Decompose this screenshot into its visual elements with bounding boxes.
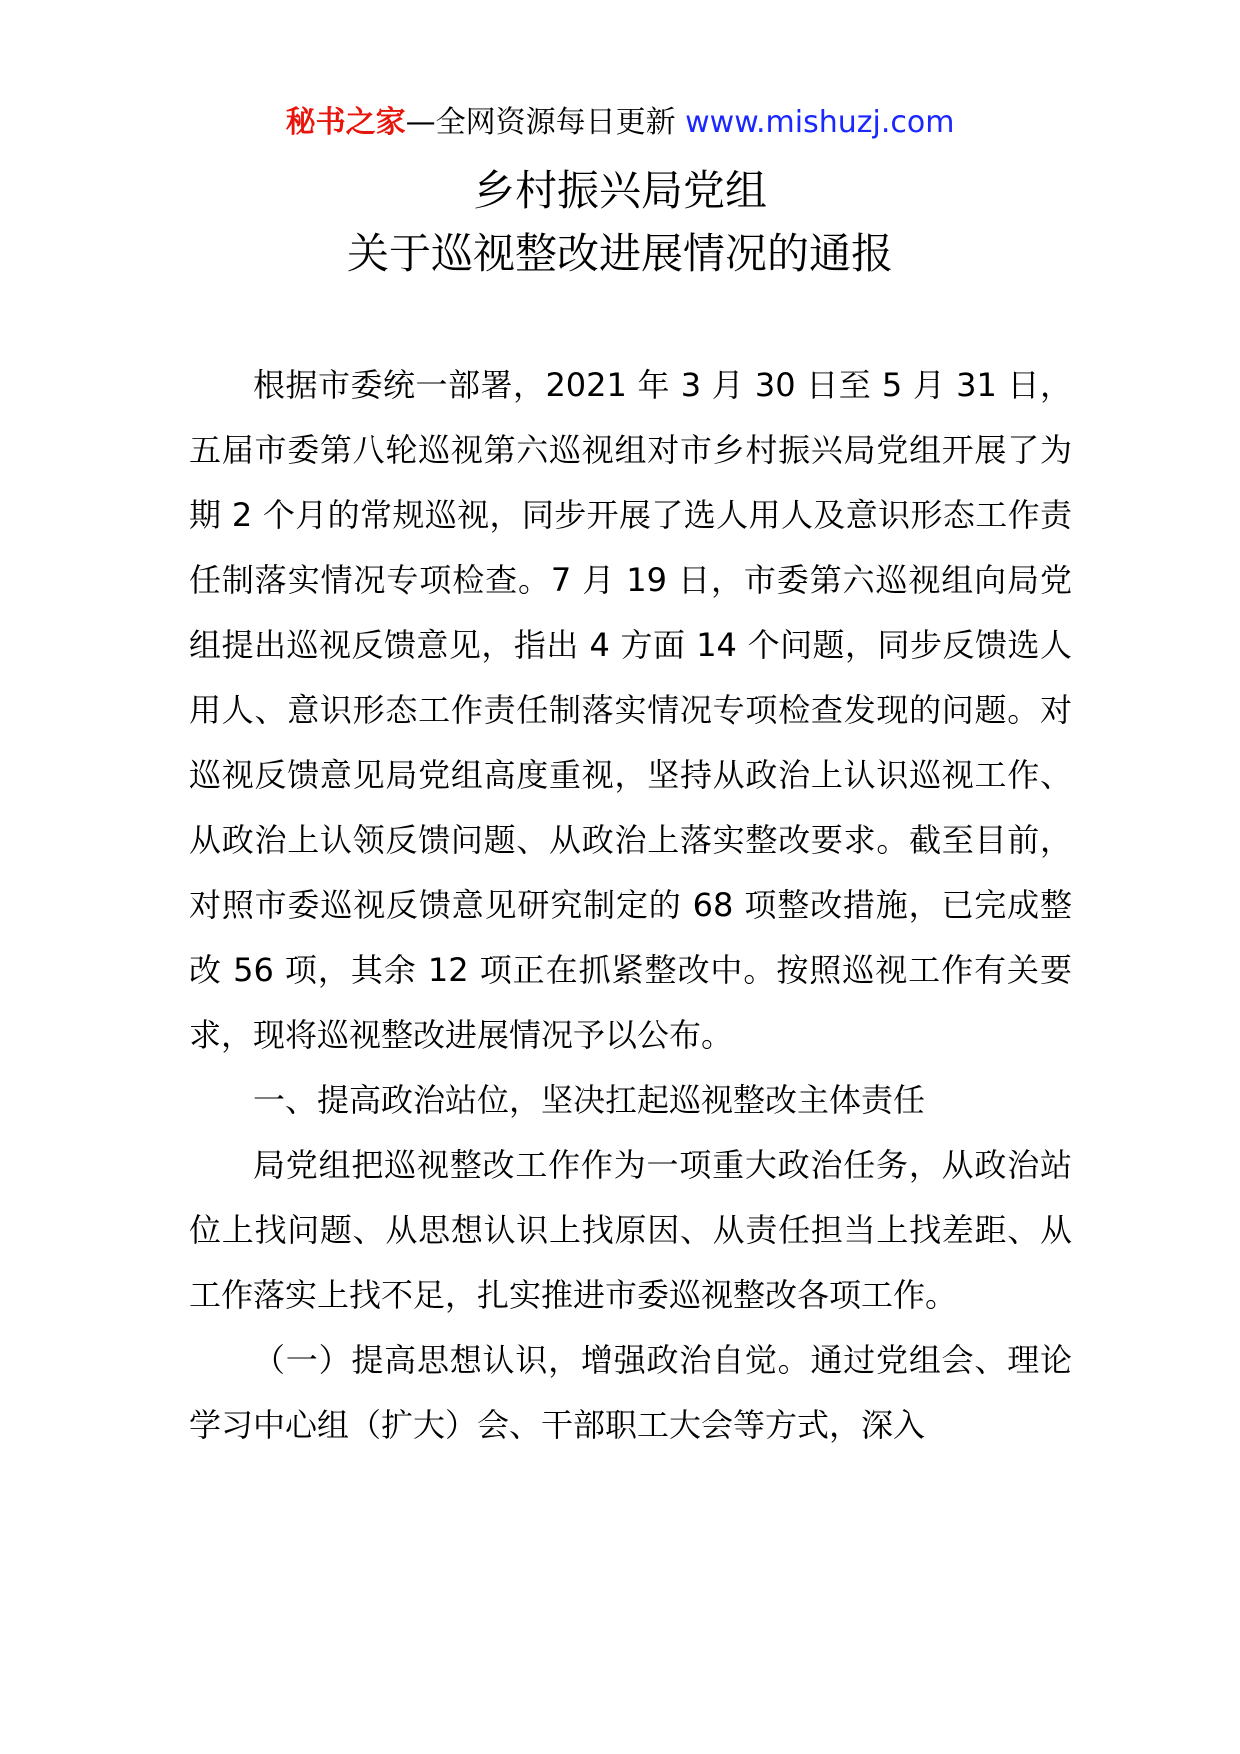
document-body: [189, 353, 1072, 1458]
document-title-line-2: 关于巡视整改进展情况的通报: [346, 229, 893, 278]
document-title-line-1: 乡村振兴局党组: [472, 166, 767, 215]
section-heading-1: 一、提高政治站位，坚决扛起巡视整改主体责任: [253, 1081, 926, 1119]
site-banner: [0, 103, 1240, 143]
site-url-link[interactable]: www.mishuzj.com: [685, 105, 955, 140]
banner-tagline: —全网资源每日更新: [405, 105, 676, 140]
paragraph-intro: 根据市委统一部署，2021 年 3 月 30 日至 5 月 31 日，五届市委第八轮巡视第六巡视组对市乡村振兴局党组开展了为期 2 个月的常规巡视，同步开展了选人用人及意识形态工作责任制落实情况专项检查。7 月 19 日，市委第六巡视组向局党组提出巡视反馈意见，指出 4 方面 14 个问题，同步反馈选人用人、意识形态工作责任制落实情况专项检查发现的问题。对巡视反馈意见局党组高度重视，坚持从政治上认识巡视工作、从政治上认领反馈问题、从政治上落实整改要求。截至目前，对照市委巡视反馈意见研究制定的 68 项整改措施，已完成整改 56 项，其余 12 项正在抓紧整改中。按照巡视工作有关要求，现将巡视整改进展情况予以公布。: [189, 366, 1072, 1054]
paragraph-subsection-1: （一）提高思想认识，增强政治自觉。通过党组会、理论学习中心组（扩大）会、干部职工大会等方式，深入: [189, 1341, 1072, 1444]
brand-name: 秘书之家: [285, 105, 406, 140]
paragraph-section-1: 局党组把巡视整改工作作为一项重大政治任务，从政治站位上找问题、从思想认识上找原因、从责任担当上找差距、从工作落实上找不足，扎实推进市委巡视整改各项工作。: [189, 1146, 1072, 1314]
